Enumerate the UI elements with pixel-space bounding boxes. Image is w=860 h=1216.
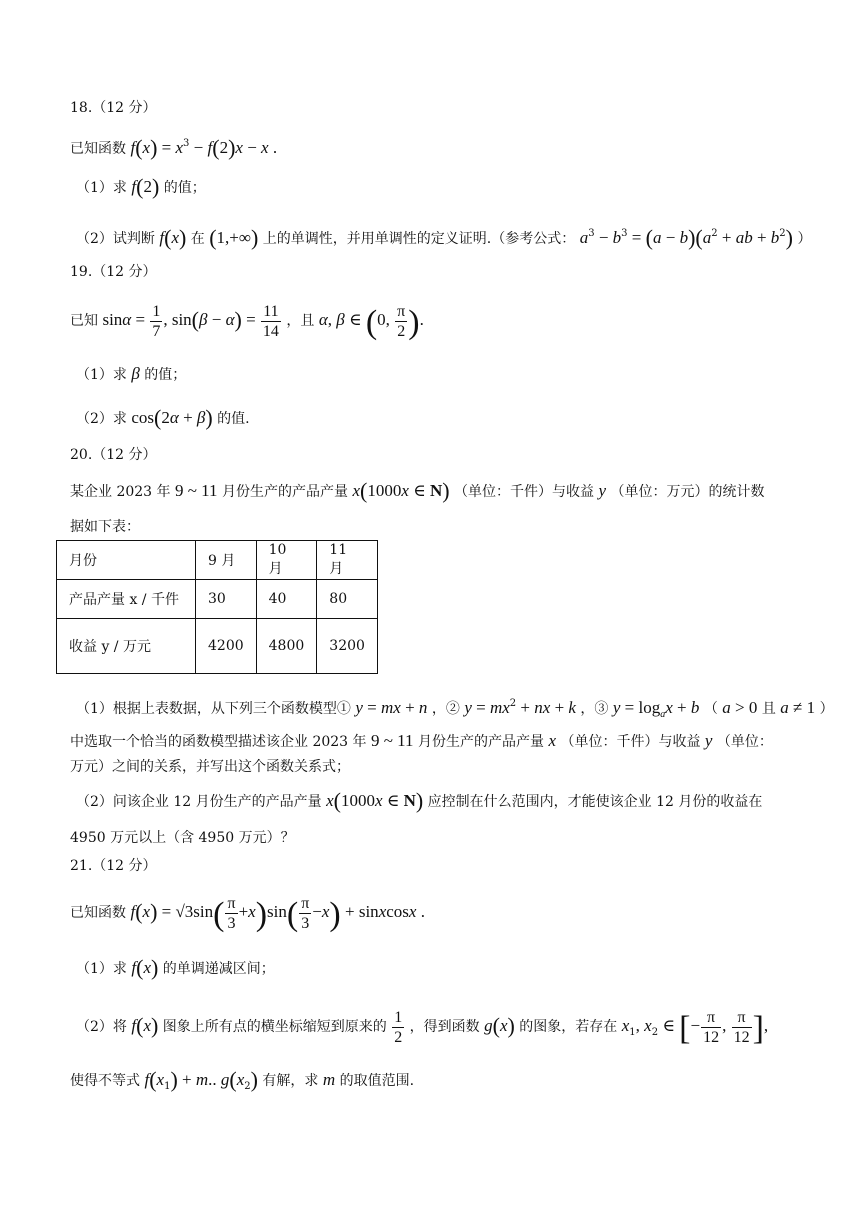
q18-part2-end: ） [797,231,812,247]
table-header-cell: 月份 [57,541,196,580]
q21-part2-text: 的图象，若存在 [519,1019,618,1035]
q19-part2-label: （2）求 [76,411,127,427]
q20-part2-text: （2）问该企业 12 月份生产的产品产量 [76,794,322,810]
q18-heading: 18.（12 分） [70,100,157,116]
q18-part2: （2）试判断 f(x) 在 (1,+∞) 上的单调性，并用单调性的定义证明.（参考公式： $a^3 - b^3 = (a - b)(a^2$ + ab + $b^2$) ） [76,225,812,250]
q20-part1-text: （1）根据上表数据，从下列三个函数模型① [76,701,351,717]
q19-domain: α, β ∈ (0, $\frac{\pi}{2}$ ). [318,302,424,341]
table-cell: 30 [196,580,257,619]
q20-part1-text: ，② [431,701,460,717]
q21-part1-label: （1）求 [76,961,127,977]
q21-part2-text: （2）将 [76,1019,127,1035]
q21-stem-lead: 已知函数 [70,905,126,921]
q21-part3-text: 的取值范围. [339,1073,415,1089]
q21-stem [70,888,425,939]
q19-part1: （1）求 β 的值； [76,364,187,383]
q19-part1-label: （1）求 [76,367,127,383]
q19-given-values: sinα = $\frac{1}{7}$ , sin(β − α) = $\frac{11}{14}$ [102,302,279,340]
q19-stem-mid: ，且 [286,313,315,329]
q20-part1-line3: 万元）之间的关系，并写出这个函数关系式； [70,759,350,775]
q18-stem-lead: 已知函数 [70,141,126,157]
q20-stem-line2: 据如下表： [70,519,140,535]
table-row [57,541,378,580]
q18-part1: （1）求 f(2) 的值； [76,174,206,199]
q19-part2-suffix: 的值. [217,411,250,427]
q21-part3-text: 有解，求 [262,1073,319,1089]
q19-stem-lead: 已知 [70,313,98,329]
q20-part1-text: ） [819,701,834,717]
q21-part1: （1）求 f(x) 的单调递减区间； [76,955,275,980]
q19-part2: （2）求 cos(2α + β) 的值. [76,405,250,430]
q18-stem [70,134,277,159]
table-cell: 40 [256,580,317,619]
q21-part3-text: 使得不等式 [70,1073,140,1089]
q20-part1-line1: （1）根据上表数据，从下列三个函数模型① y = mx + n ，② $y = mx^2$ + nx + k ，③ $y = \log_ax + b$ （ a > 0 且 a ≠ 1 ） [76,698,834,720]
table-cell: 4800 [256,619,317,674]
q20-part1-line2: 中选取一个恰当的函数模型描述该企业 2023 年 9 ~ 11 月份生产的产品产量 x （单位：千件）与收益 y （单位： [70,731,773,750]
table-header-cell: 9 月 [196,541,257,580]
q20-part1-text: （ [703,701,718,717]
q20-part1-text: （单位：千件）与收益 [560,734,701,750]
q19-part1-suffix: 的值； [144,367,187,383]
q18-part1-suffix: 的值； [163,180,206,196]
q20-part1-text: 中选取一个恰当的函数模型描述该企业 2023 年 [70,734,367,750]
q20-stem-text: 月份生产的产品产量 [222,484,349,500]
q21-function-formula: f(x) = √3sin( $\frac{\pi}{3}$ +x)sin( $\frac{\pi}{3}$ −x) + sinxcosx . [130,894,425,933]
q20-data-table [56,540,378,674]
q20-heading: 20.（12 分） [70,447,157,463]
q20-part2-line2: 4950 万元以上（含 4950 万元）？ [70,830,295,846]
q18-function-formula: $f(x) = x^3 - f(2)x - x$ . [130,135,278,160]
q20-part2-line1: （2）问该企业 12 月份生产的产品产量 x(1000x ∈ N) 应控制在什么范围内，才能使该企业 12 月份的收益在 [76,788,763,813]
q21-part2: （2）将 f(x) 图象上所有点的横坐标缩短到原来的 $\frac{1}{2}$ ，得到函数 g(x) 的图象，若存在 $x_1$, $x_2$ ∈ [− $\frac{\pi}{12}$ , $\frac{\pi}{12}$ ], [76,1008,769,1047]
q21-part3: 使得不等式 $f(x_1) + m$.. $g(x_2)$ 有解，求 m 的取值范围. [70,1067,415,1092]
q20-stem-line1: 某企业 2023 年 9 ~ 11 月份生产的产品产量 x(1000x ∈ N) （单位：千件）与收益 y （单位：万元）的统计数 [70,478,765,503]
table-header-cell: 10 月 [256,541,317,580]
q21-part1-suffix: 的单调递减区间； [162,961,275,977]
q18-reference-formula: $a^3 - b^3 = (a - b)(a^2$ + ab + $b^2$) [579,225,793,250]
table-cell: 4200 [196,619,257,674]
q20-part1-text: ，③ [580,701,609,717]
table-cell: 80 [317,580,378,619]
table-cell: 3200 [317,619,378,674]
q18-part2-label: （2）试判断 [76,231,155,247]
q18-part2-mid: 在 [190,231,205,247]
q19-stem [70,298,424,345]
q20-part1-text: 且 [761,701,776,717]
q19-heading: 19.（12 分） [70,264,157,280]
q21-part2-text: 图象上所有点的横坐标缩短到原来的 [162,1019,387,1035]
q18-part1-label: （1）求 [76,180,127,196]
table-row-label: 收益 y / 万元 [57,619,196,674]
q20-stem-text: 某企业 2023 年 [70,484,171,500]
q20-stem-text: （单位：千件）与收益 [454,484,595,500]
table-row [57,580,378,619]
table-header-cell: 11 月 [317,541,378,580]
q20-part1-text: 月份生产的产品产量 [418,734,545,750]
q20-part1-text: （单位： [716,734,773,750]
q20-stem-text: （单位：万元）的统计数 [610,484,765,500]
q20-part2-text: 应控制在什么范围内，才能使该企业 12 月份的收益在 [427,794,763,810]
table-row-label: 产品产量 x / 千件 [57,580,196,619]
q21-part2-text: ，得到函数 [409,1019,480,1035]
q18-part2-tail: 上的单调性，并用单调性的定义证明.（参考公式： [262,231,576,247]
table-row [57,619,378,674]
q21-heading: 21.（12 分） [70,858,157,874]
